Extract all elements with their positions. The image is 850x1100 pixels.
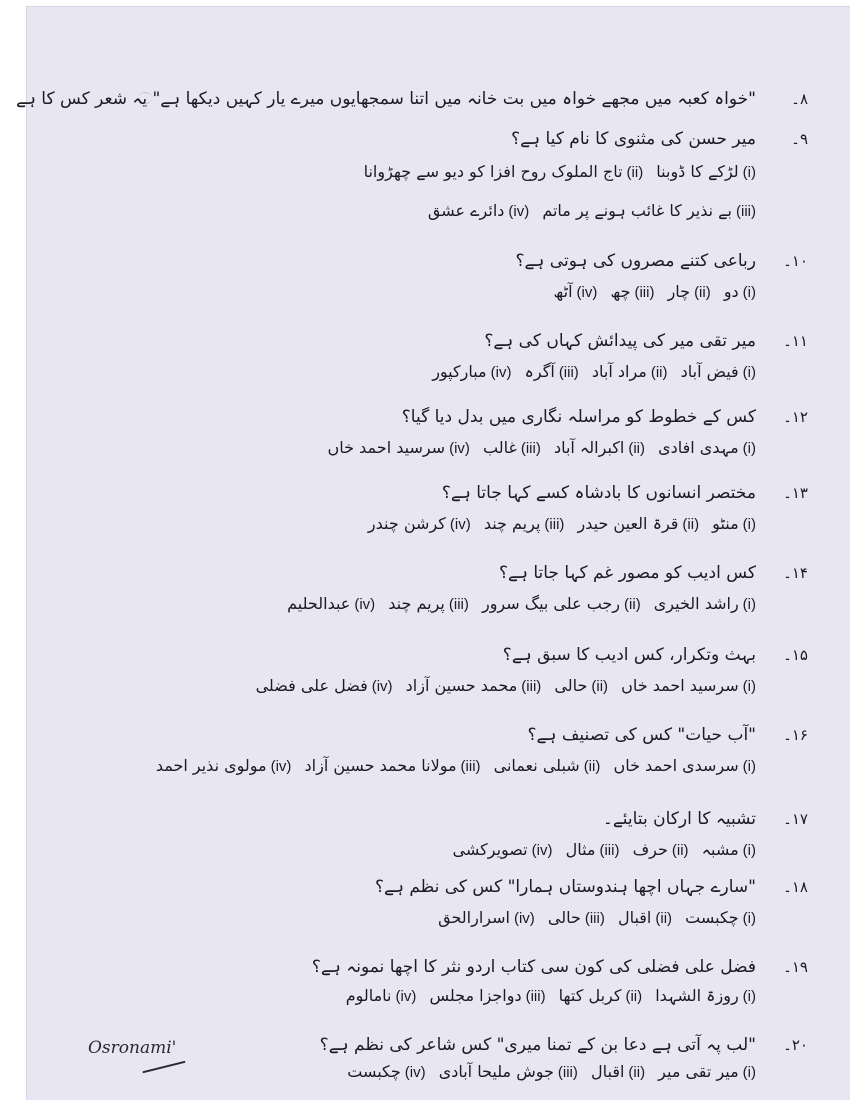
option-i: (i)لڑکے کا ڈوبنا <box>656 162 756 181</box>
question-14 <box>279 562 808 620</box>
option-ii: (ii)اقبال <box>617 908 673 927</box>
question-text: "خواہ کعبہ میں مجھے خواہ میں بت خانہ میں اتنا سمجھایوں میرے یار کہیں دیکھا ہے" یہ شعر کس کا ہے <box>15 89 756 109</box>
option-i: (i)دو <box>723 282 756 301</box>
question-number: ۲۰۔ <box>783 1036 808 1054</box>
option-iii: (iii)حالی <box>547 908 605 927</box>
option-iii: (iii)آگرہ <box>524 362 579 381</box>
option-iv: (iv)چکبست <box>347 1062 426 1081</box>
option-iii: (iii)بے نذیر کا غائب ہونے پر ماتم <box>542 201 756 220</box>
question-number: ۱۹۔ <box>783 958 808 976</box>
question-text: مختصر انسانوں کا بادشاہ کسے کہا جاتا ہے؟ <box>441 483 756 503</box>
question-15 <box>248 644 808 702</box>
option-ii: (ii)اکبرالہ آباد <box>553 438 645 457</box>
option-i: (i)مشبہ <box>701 840 756 859</box>
option-ii: (ii)رجب علی بیگ سرور <box>481 594 641 613</box>
options-line <box>360 509 756 540</box>
option-iv: (iv)تصویرکشی <box>452 840 553 859</box>
options-line <box>320 1057 756 1088</box>
question-number: ۱۶۔ <box>783 726 808 744</box>
options-line <box>356 157 756 188</box>
option-ii: (ii)قرۃ العین حیدر <box>577 514 700 533</box>
handwritten-signature: Osronami' <box>88 1038 177 1058</box>
option-iv: (iv)کرشن چندر <box>367 514 471 533</box>
question-number: ۱۵۔ <box>783 646 808 664</box>
options-line <box>279 589 756 620</box>
option-iii: (iii)چھ <box>610 282 655 301</box>
options-line <box>375 903 756 934</box>
option-i: (i)روزۃ الشہدا <box>655 986 756 1005</box>
option-iii: (iii)غالب <box>483 438 541 457</box>
question-number: ۱۴۔ <box>783 564 808 582</box>
question-text: "سارے جہاں اچھا ہندوستاں ہمارا" کس کی نظم ہے؟ <box>375 877 756 897</box>
question-number: ۱۳۔ <box>783 484 808 502</box>
question-text: "لب پہ آتی ہے دعا بن کے تمنا میری" کس شاعر کی نظم ہے؟ <box>319 1035 756 1055</box>
option-i: (i)سرسید احمد خاں <box>621 676 756 695</box>
option-iv: (iv)فضل علی فضلی <box>255 676 393 695</box>
question-18 <box>375 876 808 934</box>
option-iii: (iii)پریم چند <box>388 594 469 613</box>
option-iii: (iii)مولانا محمد حسین آزاد <box>304 756 481 775</box>
option-ii: (ii)چار <box>667 282 711 301</box>
option-ii: (ii)تاج الملوک روح افزا کو دیو سے چھڑوانا <box>363 162 644 181</box>
option-ii: (ii)کربل کتھا <box>558 986 643 1005</box>
option-i: (i)فیض آباد <box>680 362 756 381</box>
question-10 <box>515 250 808 308</box>
question-text: کس ادیب کو مصور غم کہا جاتا ہے؟ <box>498 563 756 583</box>
question-text: میر تقی میر کی پیدائش کہاں کی ہے؟ <box>484 331 756 351</box>
question-text: کس کے خطوط کو مراسلہ نگاری میں بدل دیا گیا؟ <box>401 407 756 427</box>
option-ii: (ii)اقبال <box>590 1062 646 1081</box>
question-number: ۱۰۔ <box>783 252 808 270</box>
option-iii: (iii)محمد حسین آزاد <box>405 676 542 695</box>
question-17 <box>445 808 808 866</box>
option-iv: (iv)آٹھ <box>553 282 598 301</box>
option-iv: (iv)دائرے عشق <box>427 201 530 220</box>
question-20 <box>320 1034 808 1088</box>
options-line <box>320 433 756 464</box>
question-text: تشبیہ کا ارکان بتایئے۔ <box>602 809 756 829</box>
question-number: ۹۔ <box>791 130 808 148</box>
question-13 <box>360 482 808 540</box>
option-ii: (ii)حرف <box>632 840 689 859</box>
question-12 <box>320 406 808 464</box>
options-line <box>356 196 756 227</box>
option-i: (i)چکبست <box>685 908 756 927</box>
question-11 <box>424 330 808 388</box>
option-iii: (iii)پریم چند <box>483 514 565 533</box>
question-number: ۱۲۔ <box>783 408 808 426</box>
option-i: (i)مہدی افادی <box>658 438 756 457</box>
option-iv: (iv)مبارکپور <box>432 362 512 381</box>
option-i: (i)سرسدی احمد خاں <box>613 756 756 775</box>
option-iv: (iv)اسرارالحق <box>438 908 535 927</box>
question-text: میر حسن کی مثنوی کا نام کیا ہے؟ <box>511 129 756 149</box>
options-line <box>445 835 756 866</box>
question-19 <box>312 956 808 1012</box>
options-line <box>148 751 756 782</box>
question-number: ۱۸۔ <box>783 878 808 896</box>
option-ii: (ii)حالی <box>554 676 609 695</box>
option-i: (i)میر تقی میر <box>658 1062 756 1081</box>
option-iii: (iii)دواجزا مجلس <box>429 986 546 1005</box>
option-iv: (iv)مولوی نذیر احمد <box>155 756 292 775</box>
option-iv: (iv)سرسید احمد خاں <box>327 438 470 457</box>
option-iv: (iv)عبدالحلیم <box>287 594 376 613</box>
question-number: ۱۱۔ <box>783 332 808 350</box>
option-i: (i)منٹو <box>712 514 756 533</box>
question-8 <box>16 88 808 109</box>
question-16 <box>148 724 808 782</box>
option-iv: (iv)نامالوم <box>345 986 417 1005</box>
option-i: (i)راشد الخیری <box>653 594 756 613</box>
question-text: بہث وتکرار، کس ادیب کا سبق ہے؟ <box>502 645 756 665</box>
options-line <box>424 357 756 388</box>
options-line <box>312 981 756 1012</box>
question-number: ۸۔ <box>791 90 808 108</box>
question-9 <box>356 128 808 227</box>
options-line <box>515 277 756 308</box>
options-line <box>248 671 756 702</box>
option-iii: (iii)جوش ملیحا آبادی <box>438 1062 578 1081</box>
question-text: رباعی کتنے مصروں کی ہوتی ہے؟ <box>515 251 756 271</box>
option-ii: (ii)شبلی نعمانی <box>493 756 601 775</box>
option-iii: (iii)مثال <box>565 840 620 859</box>
question-text: "آب حیات" کس کی تصنیف ہے؟ <box>527 725 756 745</box>
question-number: ۱۷۔ <box>783 810 808 828</box>
question-text: فضل علی فضلی کی کون سی کتاب اردو نثر کا اچھا نمونہ ہے؟ <box>311 957 756 977</box>
option-ii: (ii)مراد آباد <box>591 362 668 381</box>
